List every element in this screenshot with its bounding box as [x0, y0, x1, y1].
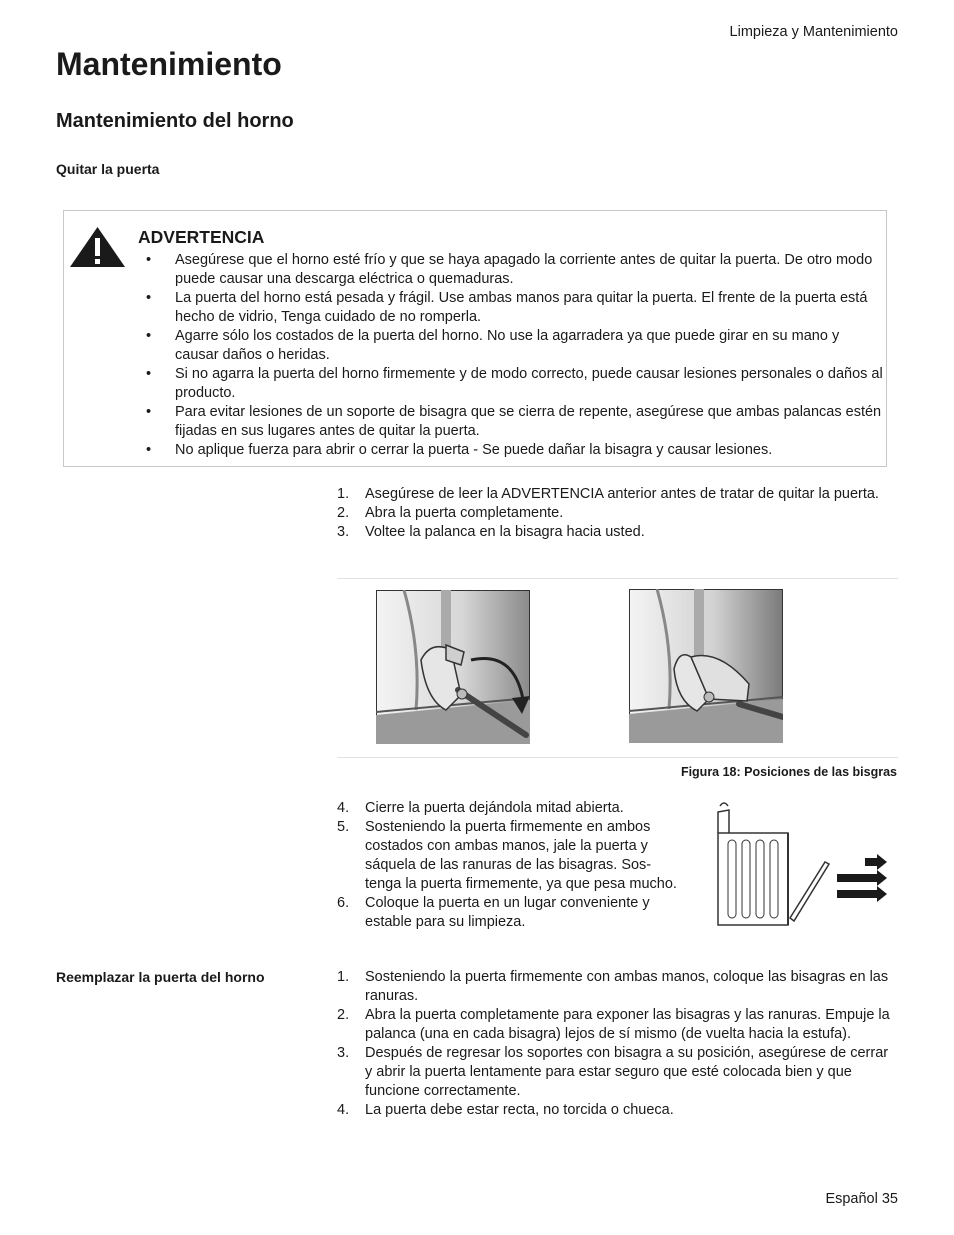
oven-door-removal-illustration: [715, 800, 890, 928]
step-number: 3.: [337, 1045, 350, 1061]
step-item: [337, 968, 899, 1006]
warning-item: • La puerta del horno está pesada y frágil. Use ambas manos para quitar la puerta. El frente de la puerta está hecho de vidrio, Tenga cuidado de no romperla.: [146, 289, 886, 327]
step-text: Abra la puerta completamente para exponer las bisagras y las ranuras. Empuje la palanca (una en cada bisagra) lejos de sí mismo (de vuelta hacia la estufa).: [365, 1007, 890, 1042]
running-header: Limpieza y Mantenimiento: [729, 24, 898, 40]
step-text: Asegúrese de leer la ADVERTENCIA anterior antes de tratar de quitar la puerta.: [365, 486, 879, 502]
step-text: Abra la puerta completamente.: [365, 505, 564, 521]
step-number: 4.: [337, 1102, 350, 1118]
step-text: Voltee la palanca en la bisagra hacia usted.: [365, 524, 645, 540]
section-title: Mantenimiento del horno: [56, 110, 294, 132]
step-number: 2.: [337, 505, 350, 521]
step-text: Coloque la puerta en un lugar conveniente y estable para su limpieza.: [365, 895, 650, 930]
step-number: 6.: [337, 895, 350, 911]
step-item: [337, 1101, 899, 1120]
hinge-lever-open-illustration: [376, 590, 530, 744]
step-text: Sosteniendo la puerta firmemente con ambas manos, coloque las bisagras en las ranuras.: [365, 969, 889, 1004]
remove-steps-4-6: [337, 799, 677, 932]
warning-item: • Para evitar lesiones de un soporte de bisagra que se cierra de repente, asegúrese que ambas palancas estén fijadas en sus lugares antes de quitar la puerta.: [146, 403, 886, 441]
page-footer: Español 35: [825, 1191, 898, 1207]
step-text: Cierre la puerta dejándola mitad abierta.: [365, 800, 624, 816]
step-item: [337, 1044, 899, 1101]
warning-triangle-icon: [69, 226, 126, 268]
step-number: 1.: [337, 969, 350, 985]
warning-box: [63, 210, 887, 467]
warning-item: • Agarre sólo los costados de la puerta del horno. No use la agarradera ya que puede girar en su mano y causar daños o heridas.: [146, 327, 886, 365]
warning-item: • Asegúrese que el horno esté frío y que se haya apagado la corriente antes de quitar la puerta. De otro modo puede causar una descarga eléctrica o quemaduras.: [146, 251, 886, 289]
step-number: 3.: [337, 524, 350, 540]
figure-divider-bottom: [337, 757, 898, 758]
step-text: La puerta debe estar recta, no torcida o chueca.: [365, 1102, 674, 1118]
warning-item: • Si no agarra la puerta del horno firmemente y de modo correcto, puede causar lesiones personales o daños al producto.: [146, 365, 886, 403]
step-number: 2.: [337, 1007, 350, 1023]
step-item: [337, 799, 677, 818]
subsection-replace-door: Reemplazar la puerta del horno: [56, 969, 265, 985]
warning-item: • No aplique fuerza para abrir o cerrar la puerta - Se puede dañar la bisagra y causar lesiones.: [146, 441, 886, 460]
step-number: 1.: [337, 486, 350, 502]
remove-steps-1-3: [337, 485, 897, 542]
figure-caption: Figura 18: Posiciones de las bisgras: [680, 765, 897, 779]
page-title: Mantenimiento: [56, 46, 282, 82]
warning-list: [146, 251, 886, 460]
step-number: 4.: [337, 800, 350, 816]
figure-divider-top: [337, 578, 898, 579]
step-item: [337, 818, 677, 894]
step-item: [337, 523, 897, 542]
step-item: [337, 894, 677, 932]
step-text: Sosteniendo la puerta firmemente en ambos costados con ambas manos, jale la puerta y sáquela de las ranuras de las bisagras. Sos-tenga la puerta firmemente, ya que pesa mucho.: [365, 819, 677, 892]
step-number: 5.: [337, 819, 350, 835]
step-item: [337, 1006, 899, 1044]
replace-steps: [337, 968, 899, 1120]
hinge-lever-closed-illustration: [629, 589, 783, 743]
step-item: [337, 504, 897, 523]
step-text: Después de regresar los soportes con bisagra a su posición, asegúrese de cerrar y abrir la puerta lentamente para estar seguro que esté colocada bien y que funcione correctamente.: [365, 1045, 889, 1099]
subsection-remove-door: Quitar la puerta: [56, 161, 160, 177]
step-item: [337, 485, 897, 504]
warning-title: ADVERTENCIA: [138, 227, 265, 247]
